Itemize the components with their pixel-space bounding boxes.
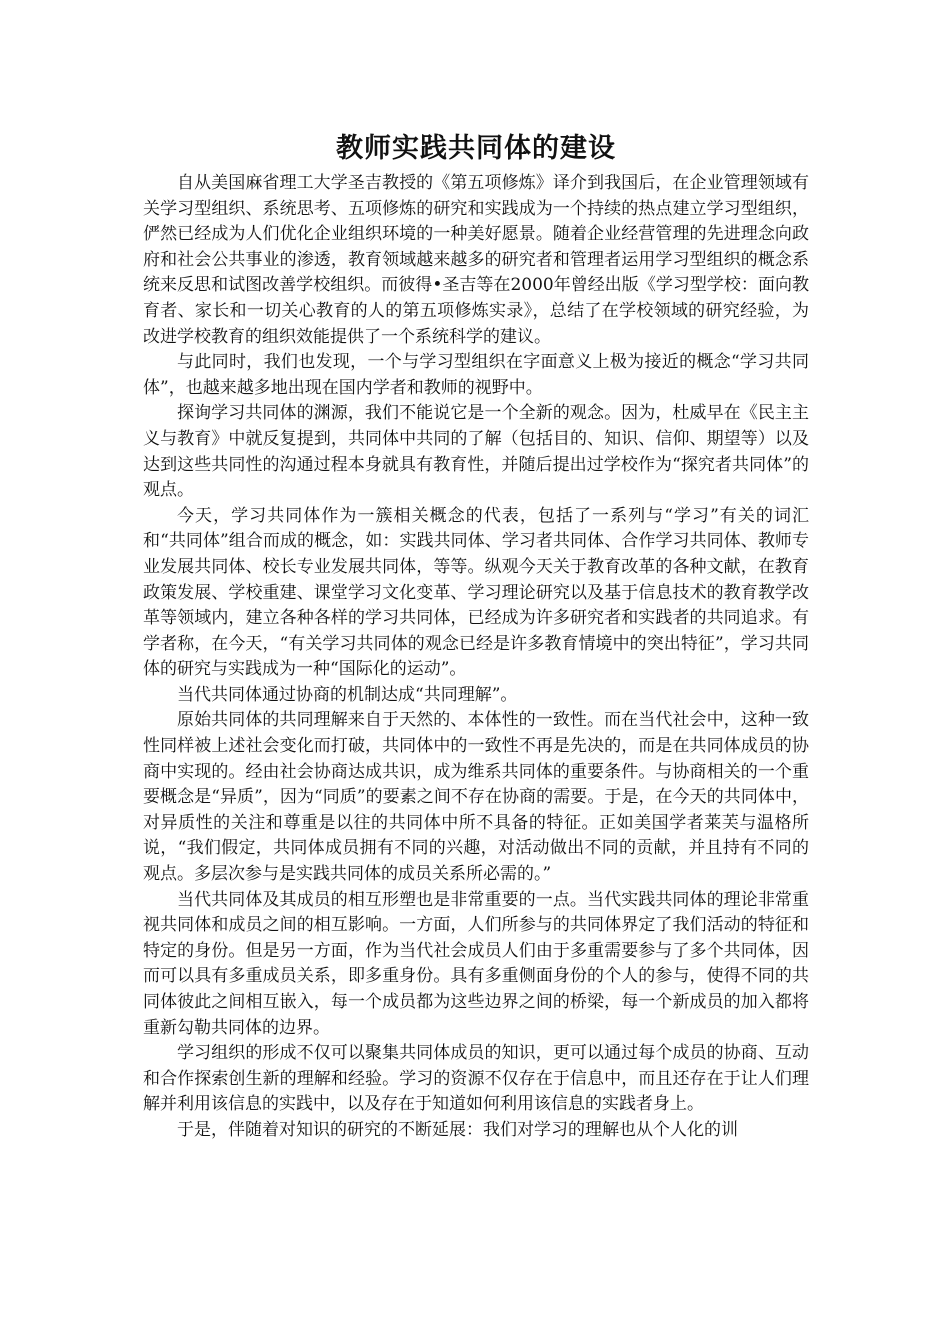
paragraph: 当代共同体通过协商的机制达成“共同理解”。: [177, 684, 518, 705]
paragraph: 探询学习共同体的渊源，我们不能说它是一个全新的观念。因为，杜威早在《民主主义与教育》中就反复提到，共同体中共同的了解（包括目的、知识、信仰、期望等）以及达到这些共同性的沟通过程本身就具有教育性，并随后提出过学校作为“探究者共同体”的观点。: [143, 403, 809, 501]
paragraph: 自从美国麻省理工大学圣吉教授的《第五项修炼》译介到我国后，在企业管理领域有关学习型组织、系统思考、五项修炼的研究和实践成为一个持续的热点建立学习型组织，俨然已经成为人们优化企业组织环境的一种美好愿景。随着企业经营管理的先进理念向政府和社会公共事业的渗透，教育领域越来越多的研究者和管理者运用学习型组织的概念系统来反思和试图改善学校组织。而彼得•圣吉等在2000年曾经出版《学习型学校：面向教育者、家长和一切关心教育的人的第五项修炼实录》，总结了在学校领域的研究经验，为改进学校教育的组织效能提供了一个系统科学的建议。: [143, 173, 809, 347]
paragraph: 与此同时，我们也发现，一个与学习型组织在字面意义上极为接近的概念“学习共同体”，也越来越多地出现在国内学者和教师的视野中。: [143, 352, 809, 398]
document-title: 教师实践共同体的建设: [336, 133, 616, 164]
paragraph: 于是，伴随着对知识的研究的不断延展：我们对学习的理解也从个人化的训: [177, 1119, 738, 1140]
paragraph: 原始共同体的共同理解来自于天然的、本体性的一致性。而在当代社会中，这种一致性同样被上述社会变化而打破，共同体中的一致性不再是先决的，而是在共同体成员的协商中实现的。经由社会协商达成共识，成为维系共同体的重要条件。与协商相关的一个重要概念是“异质”，因为“同质”的要素之间不存在协商的需要。于是，在今天的共同体中，对异质性的关注和尊重是以往的共同体中所不具备的特征。正如美国学者莱芙与温格所说，“我们假定，共同体成员拥有不同的兴趣，对活动做出不同的贡献，并且持有不同的观点。多层次参与是实践共同体的成员关系所必需的。”: [143, 710, 809, 885]
paragraph: 学习组织的形成不仅可以聚集共同体成员的知识，更可以通过每个成员的协商、互动和合作探索创生新的理解和经验。学习的资源不仅存在于信息中，而且还存在于让人们理解并利用该信息的实践中，以及存在于知道如何利用该信息的实践者身上。: [143, 1043, 809, 1115]
document-page: [143, 128, 809, 1144]
paragraph: 今天，学习共同体作为一簇相关概念的代表，包括了一系列与“学习”有关的词汇和“共同体”组合而成的概念，如：实践共同体、学习者共同体、合作学习共同体、教师专业发展共同体、校长专业发展共同体，等等。纵观今天关于教育改革的各种文献，在教育政策发展、学校重建、课堂学习文化变革、学习理论研究以及基于信息技术的教育教学改革等领域内，建立各种各样的学习共同体，已经成为许多研究者和实践者的共同追求。有学者称，在今天，“有关学习共同体的观念已经是许多教育情境中的突出特征”，学习共同体的研究与实践成为一种“国际化的运动”。: [143, 505, 809, 680]
paragraph: 当代共同体及其成员的相互形塑也是非常重要的一点。当代实践共同体的理论非常重视共同体和成员之间的相互影响。一方面，人们所参与的共同体界定了我们活动的特征和特定的身份。但是另一方面，作为当代社会成员人们由于多重需要参与了多个共同体，因而可以具有多重成员关系，即多重身份。具有多重侧面身份的个人的参与，使得不同的共同体彼此之间相互嵌入，每一个成员都为这些边界之间的桥梁，每一个新成员的加入都将重新勾勒共同体的边界。: [143, 889, 809, 1038]
